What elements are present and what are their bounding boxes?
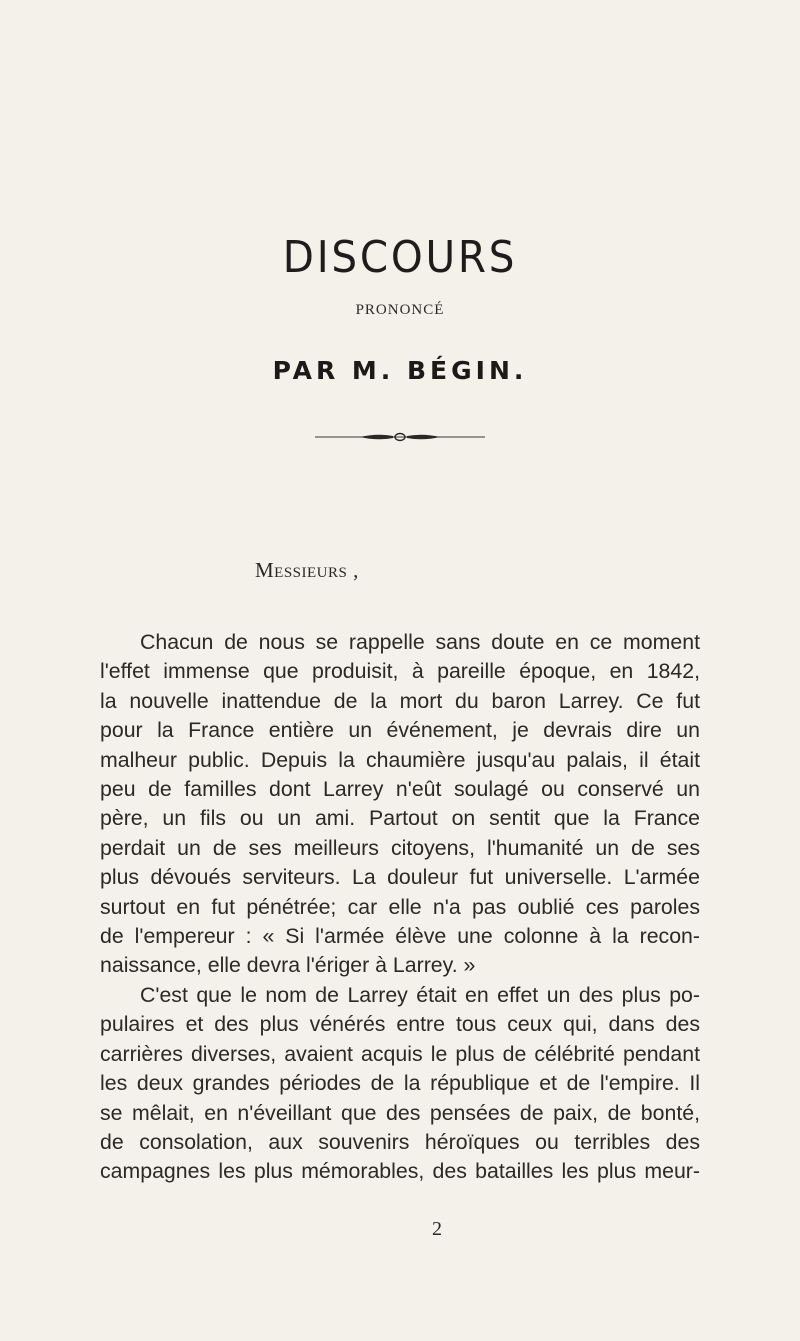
page-number: 2 bbox=[432, 1218, 442, 1240]
body-line: de consolation, aux souvenirs héroïques ou terribles des bbox=[100, 1129, 700, 1154]
body-line: père, un fils ou un ami. Partout on sentit que la France bbox=[100, 806, 700, 831]
body-line: carrières diverses, avaient acquis le plus de célébrité pendant bbox=[100, 1041, 700, 1066]
body-line: de l'empereur : « Si l'armée élève une colonne à la recon- bbox=[100, 924, 700, 949]
salutation: Messieurs , bbox=[255, 558, 359, 582]
body-line: l'effet immense que produisit, à pareille époque, en 1842, bbox=[100, 659, 700, 684]
author-line: PAR M. BÉGIN. bbox=[272, 356, 528, 385]
body-line: naissance, elle devra l'ériger à Larrey. » bbox=[100, 953, 476, 978]
body-line: perdait un de ses meilleurs citoyens, l'humanité un de ses bbox=[100, 835, 700, 860]
body-line: la nouvelle inattendue de la mort du baron Larrey. Ce fut bbox=[100, 688, 700, 713]
body-paragraphs bbox=[100, 628, 700, 1187]
body-line: plus dévoués serviteurs. La douleur fut universelle. L'armée bbox=[100, 865, 700, 890]
body-line: se mêlait, en n'éveillant que des pensées de paix, de bonté, bbox=[100, 1100, 700, 1125]
body-line: campagnes les plus mémorables, des batailles les plus meur- bbox=[100, 1159, 700, 1184]
body-line: surtout en fut pénétrée; car elle n'a pas oublié ces paroles bbox=[100, 894, 700, 919]
body-line: pulaires et des plus vénérés entre tous ceux qui, dans des bbox=[100, 1012, 700, 1037]
body-line: les deux grandes périodes de la république et de l'empire. Il bbox=[100, 1071, 700, 1096]
ornament-divider-icon bbox=[315, 430, 485, 444]
body-line: pour la France entière un événement, je devrais dire un bbox=[100, 718, 700, 743]
body-line: malheur public. Depuis la chaumière jusqu'au palais, il était bbox=[100, 747, 700, 772]
body-line: peu de familles dont Larrey n'eût soulagé ou conservé un bbox=[100, 777, 700, 802]
subtitle: PRONONCÉ bbox=[355, 302, 445, 318]
page-title: DISCOURS bbox=[282, 232, 518, 283]
body-line: Chacun de nous se rappelle sans doute en ce moment bbox=[140, 630, 700, 654]
body-line: C'est que le nom de Larrey était en effet un des plus po- bbox=[140, 982, 700, 1007]
